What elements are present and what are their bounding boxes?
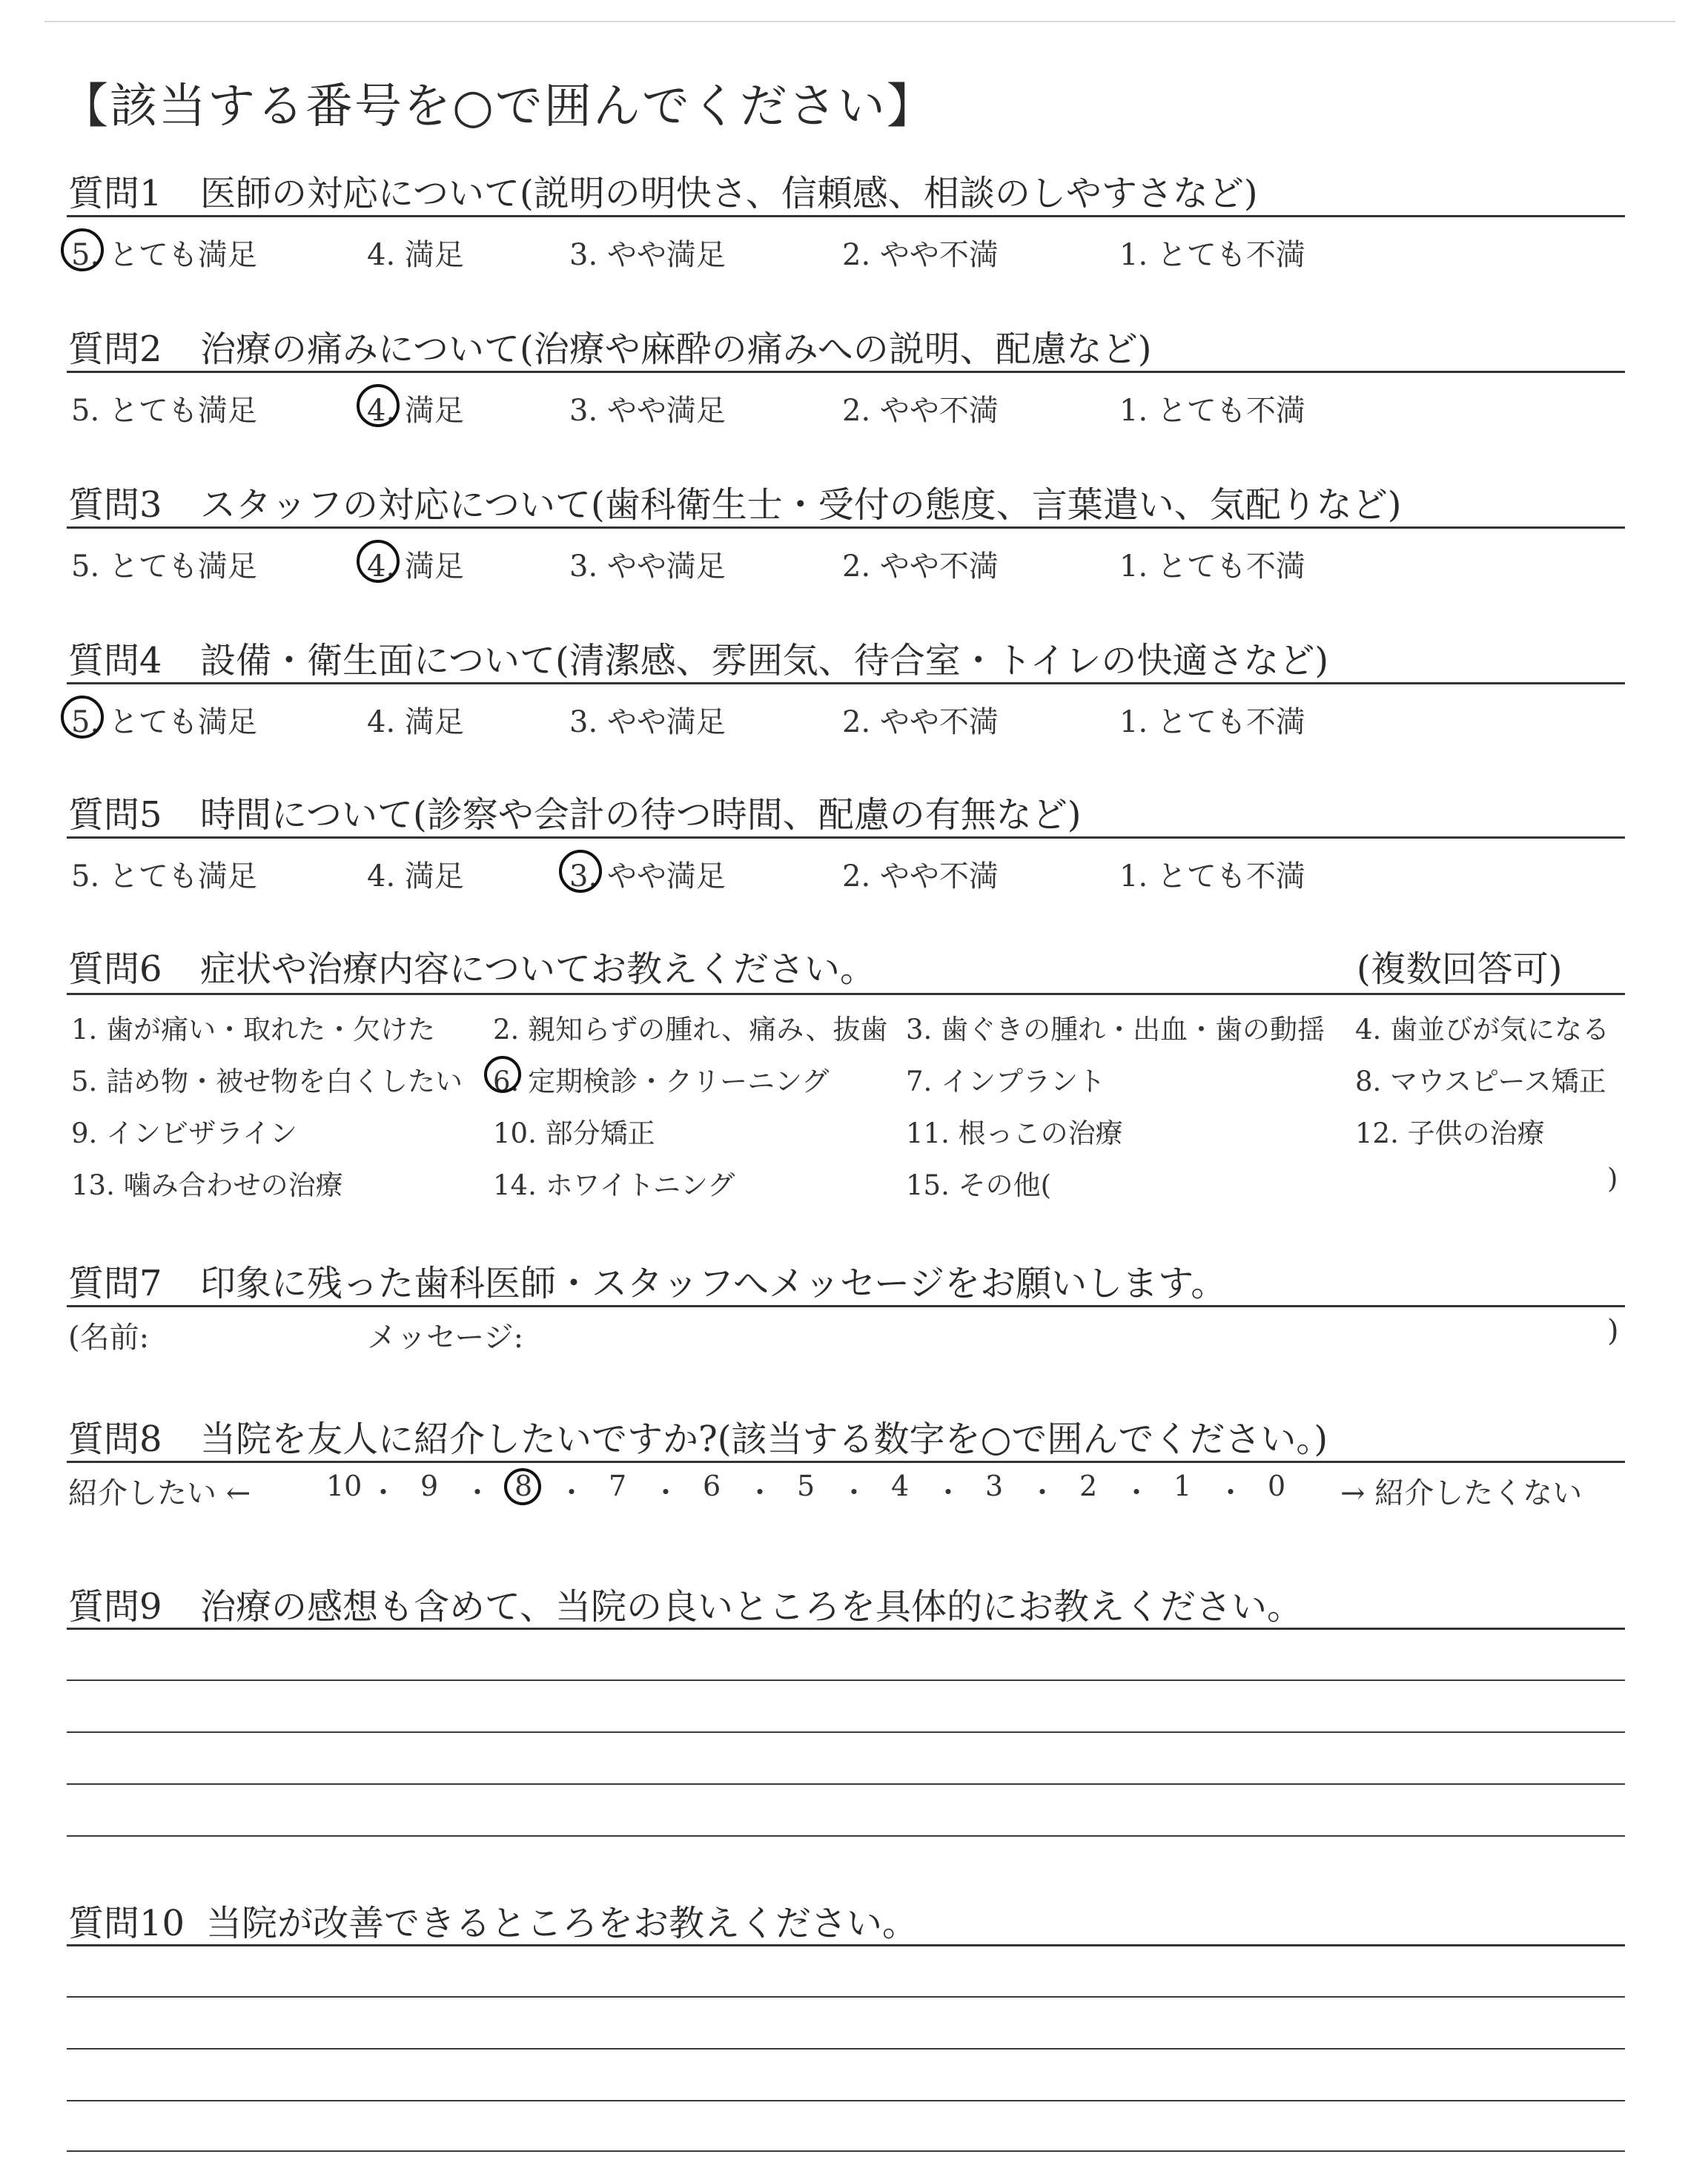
scale-separator: ・ bbox=[746, 1476, 775, 1509]
question-7-text: 印象に残った歯科医師・スタッフへメッセージをお願いします。 bbox=[200, 1263, 1227, 1304]
question-3-title bbox=[68, 476, 1402, 527]
question-5-number: 質問5 bbox=[68, 794, 162, 836]
question-5-title bbox=[68, 786, 1082, 837]
question-5-rule bbox=[67, 836, 1625, 839]
scale-separator: ・ bbox=[1122, 1476, 1151, 1509]
selection-circle bbox=[357, 540, 400, 583]
rating-option-2[interactable]: 2. やや不満 bbox=[842, 549, 999, 584]
recommend-value-5[interactable]: 5 bbox=[797, 1470, 815, 1502]
top-edge-rule bbox=[44, 21, 1675, 22]
scale-separator: ・ bbox=[1028, 1476, 1057, 1509]
question-2-number: 質問2 bbox=[68, 328, 162, 370]
symptom-option-15[interactable]: 15. その他( bbox=[906, 1169, 1052, 1201]
answer-line[interactable] bbox=[67, 2048, 1625, 2050]
question-4-rule bbox=[67, 682, 1625, 684]
question-8-text: 当院を友人に紹介したいですか?(該当する数字を○で囲んでください。) bbox=[200, 1418, 1328, 1460]
answer-line[interactable] bbox=[67, 1835, 1625, 1837]
rating-option-4[interactable]: 4. 満足 bbox=[367, 549, 464, 584]
selection-circle bbox=[484, 1056, 521, 1093]
question-4-title bbox=[68, 632, 1328, 683]
rating-option-4[interactable]: 4. 満足 bbox=[367, 394, 464, 428]
rating-option-1[interactable]: 1. とても不満 bbox=[1119, 549, 1305, 584]
rating-option-5[interactable]: 5. とても満足 bbox=[71, 394, 257, 428]
answer-line[interactable] bbox=[67, 2150, 1625, 2152]
scale-separator: ・ bbox=[1217, 1476, 1245, 1509]
recommend-value-6[interactable]: 6 bbox=[703, 1470, 721, 1502]
question-7-number: 質問7 bbox=[68, 1263, 162, 1304]
rating-option-5[interactable]: 5. とても満足 bbox=[71, 238, 257, 272]
symptom-option-4[interactable]: 4. 歯並びが気になる bbox=[1355, 1014, 1610, 1046]
recommend-value-2[interactable]: 2 bbox=[1079, 1470, 1098, 1502]
rating-option-4[interactable]: 4. 満足 bbox=[367, 859, 464, 894]
answer-line[interactable] bbox=[67, 1731, 1625, 1733]
symptom-option-12[interactable]: 12. 子供の治療 bbox=[1355, 1117, 1545, 1149]
selection-circle bbox=[559, 850, 602, 893]
rating-option-5[interactable]: 5. とても満足 bbox=[71, 549, 257, 584]
rating-option-4[interactable]: 4. 満足 bbox=[367, 238, 464, 272]
question-6-number: 質問6 bbox=[68, 948, 162, 990]
symptom-option-11[interactable]: 11. 根っこの治療 bbox=[906, 1117, 1123, 1149]
rating-option-3[interactable]: 3. やや満足 bbox=[569, 394, 726, 428]
page-heading: 【該当する番号を○で囲んでください】 bbox=[61, 79, 936, 134]
name-field-label[interactable]: (名前: bbox=[68, 1321, 150, 1355]
recommend-value-3[interactable]: 3 bbox=[985, 1470, 1004, 1502]
message-field-close: ) bbox=[1607, 1314, 1619, 1348]
question-2-text: 治療の痛みについて(治療や麻酔の痛みへの説明、配慮など) bbox=[200, 328, 1152, 370]
question-10-text: 当院が改善できるところをお教えください。 bbox=[206, 1903, 918, 1944]
answer-line[interactable] bbox=[67, 1996, 1625, 1998]
question-1-rule bbox=[67, 215, 1625, 217]
question-10-rule bbox=[67, 1944, 1625, 1946]
symptom-option-8[interactable]: 8. マウスピース矯正 bbox=[1355, 1066, 1606, 1097]
recommend-value-4[interactable]: 4 bbox=[891, 1470, 910, 1502]
question-10-title bbox=[68, 1895, 918, 1946]
selection-circle bbox=[61, 696, 104, 739]
question-6-title bbox=[68, 940, 875, 991]
symptom-option-9[interactable]: 9. インビザライン bbox=[71, 1117, 297, 1149]
recommend-left-label: 紹介したい ← bbox=[68, 1476, 251, 1510]
question-8-rule bbox=[67, 1461, 1625, 1463]
question-2-rule bbox=[67, 371, 1625, 373]
scale-separator: ・ bbox=[840, 1476, 869, 1509]
scale-separator: ・ bbox=[934, 1476, 963, 1509]
question-7-rule bbox=[67, 1305, 1625, 1307]
scale-separator: ・ bbox=[369, 1476, 398, 1509]
question-8-title bbox=[68, 1410, 1328, 1462]
rating-option-2[interactable]: 2. やや不満 bbox=[842, 394, 999, 428]
question-9-rule bbox=[67, 1628, 1625, 1630]
rating-option-2[interactable]: 2. やや不満 bbox=[842, 859, 999, 894]
question-9-number: 質問9 bbox=[68, 1586, 162, 1628]
message-field-label[interactable]: メッセージ: bbox=[367, 1321, 524, 1355]
question-9-text: 治療の感想も含めて、当院の良いところを具体的にお教えください。 bbox=[200, 1586, 1303, 1628]
recommend-value-9[interactable]: 9 bbox=[420, 1470, 439, 1502]
selection-circle bbox=[61, 228, 104, 271]
question-5-text: 時間について(診察や会計の待つ時間、配慮の有無など) bbox=[200, 794, 1082, 836]
question-8-number: 質問8 bbox=[68, 1418, 162, 1460]
rating-option-5[interactable]: 5. とても満足 bbox=[71, 859, 257, 894]
symptom-option-6[interactable]: 6. 定期検診・クリーニング bbox=[493, 1066, 830, 1097]
selection-circle bbox=[504, 1468, 541, 1505]
answer-line[interactable] bbox=[67, 1680, 1625, 1681]
question-3-text: スタッフの対応について(歯科衛生士・受付の態度、言葉遣い、気配りなど) bbox=[200, 484, 1402, 526]
recommend-right-label: → 紹介したくない bbox=[1340, 1476, 1583, 1510]
symptom-option-7[interactable]: 7. インプラント bbox=[906, 1066, 1106, 1097]
rating-option-1[interactable]: 1. とても不満 bbox=[1119, 238, 1305, 272]
question-9-title bbox=[68, 1578, 1302, 1629]
symptom-option-5[interactable]: 5. 詰め物・被せ物を白くしたい bbox=[71, 1066, 463, 1097]
symptom-option-14[interactable]: 14. ホワイトニング bbox=[493, 1169, 735, 1201]
rating-option-1[interactable]: 1. とても不満 bbox=[1119, 859, 1305, 894]
question-6-text: 症状や治療内容についてお教えください。 bbox=[200, 948, 876, 990]
question-7-title bbox=[68, 1255, 1226, 1306]
question-10-number: 質問10 bbox=[68, 1903, 185, 1944]
rating-option-2[interactable]: 2. やや不満 bbox=[842, 238, 999, 272]
symptom-option-13[interactable]: 13. 噛み合わせの治療 bbox=[71, 1169, 343, 1201]
rating-option-3[interactable]: 3. やや満足 bbox=[569, 238, 726, 272]
recommend-value-0[interactable]: 0 bbox=[1268, 1470, 1286, 1502]
recommend-value-10[interactable]: 10 bbox=[326, 1470, 363, 1502]
question-3-rule bbox=[67, 526, 1625, 529]
question-3-number: 質問3 bbox=[68, 484, 162, 526]
rating-option-1[interactable]: 1. とても不満 bbox=[1119, 705, 1305, 739]
rating-option-4[interactable]: 4. 満足 bbox=[367, 705, 464, 739]
symptom-option-1[interactable]: 1. 歯が痛い・取れた・欠けた bbox=[71, 1014, 436, 1046]
symptom-option-2[interactable]: 2. 親知らずの腫れ、痛み、抜歯 bbox=[493, 1014, 888, 1046]
question-6-multi-note: (複数回答可) bbox=[1357, 948, 1563, 990]
question-4-number: 質問4 bbox=[68, 640, 162, 681]
question-1-title bbox=[68, 165, 1258, 216]
symptom-option-3[interactable]: 3. 歯ぐきの腫れ・出血・歯の動揺 bbox=[906, 1014, 1325, 1046]
scale-separator: ・ bbox=[652, 1476, 681, 1509]
rating-option-2[interactable]: 2. やや不満 bbox=[842, 705, 999, 739]
rating-option-3[interactable]: 3. やや満足 bbox=[569, 549, 726, 584]
recommend-value-1[interactable]: 1 bbox=[1174, 1470, 1192, 1502]
selection-circle bbox=[357, 384, 400, 427]
answer-line[interactable] bbox=[67, 2100, 1625, 2101]
rating-option-5[interactable]: 5. とても満足 bbox=[71, 705, 257, 739]
recommend-value-8[interactable]: 8 bbox=[514, 1470, 533, 1502]
scale-separator: ・ bbox=[463, 1476, 492, 1509]
question-2-title bbox=[68, 320, 1152, 371]
question-1-text: 医師の対応について(説明の明快さ、信頼感、相談のしやすさなど) bbox=[200, 173, 1258, 214]
rating-option-3[interactable]: 3. やや満足 bbox=[569, 705, 726, 739]
answer-line[interactable] bbox=[67, 1783, 1625, 1785]
symptom-option-10[interactable]: 10. 部分矯正 bbox=[493, 1117, 655, 1149]
rating-option-3[interactable]: 3. やや満足 bbox=[569, 859, 726, 894]
scale-separator: ・ bbox=[557, 1476, 586, 1509]
question-1-number: 質問1 bbox=[68, 173, 162, 214]
question-4-text: 設備・衛生面について(清潔感、雰囲気、待合室・トイレの快適さなど) bbox=[200, 640, 1329, 681]
recommend-value-7[interactable]: 7 bbox=[609, 1470, 627, 1502]
question-6-rule bbox=[67, 993, 1625, 995]
rating-option-1[interactable]: 1. とても不満 bbox=[1119, 394, 1305, 428]
other-option-close: ) bbox=[1607, 1163, 1618, 1195]
